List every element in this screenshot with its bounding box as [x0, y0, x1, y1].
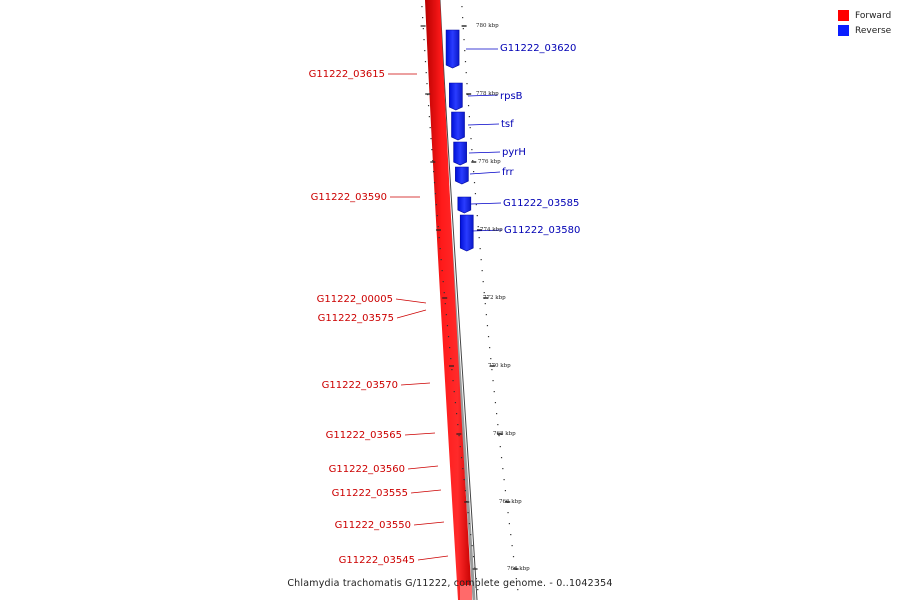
forward-gene-label[interactable]: G11222_03575 — [317, 313, 394, 324]
reverse-gene-label[interactable]: G11222_03585 — [503, 198, 580, 209]
reverse-gene-label[interactable]: G11222_03580 — [504, 225, 581, 236]
minor-tick-right — [485, 303, 486, 304]
forward-gene-label[interactable]: G11222_03555 — [331, 488, 408, 499]
minor-tick-right — [490, 358, 491, 359]
minor-tick-left — [443, 281, 444, 282]
forward-legend-label: Forward — [855, 10, 892, 21]
minor-tick-right — [464, 50, 465, 51]
reverse-gene-label[interactable]: pyrH — [502, 147, 526, 158]
minor-tick-right — [483, 281, 484, 282]
reverse-leader-line — [471, 203, 501, 204]
minor-tick-right — [500, 446, 501, 447]
forward-leader-line — [396, 299, 426, 303]
minor-tick-left — [465, 490, 466, 491]
minor-tick-left — [447, 325, 448, 326]
forward-leader-line — [418, 556, 448, 560]
scale-tick-label: 770 kbp — [488, 363, 511, 369]
legend-reverse[interactable] — [838, 23, 891, 38]
genome-caption: Chlamydia trachomatis G/11222, complete genome. - 0..1042354 — [287, 578, 613, 589]
legend-forward[interactable] — [838, 8, 891, 23]
reverse-gene-label[interactable]: tsf — [501, 119, 514, 130]
minor-tick-left — [429, 116, 430, 117]
minor-tick-left — [435, 193, 436, 194]
minor-tick-right — [469, 116, 470, 117]
minor-tick-left — [430, 138, 431, 139]
minor-tick-right — [480, 248, 481, 249]
minor-tick-right — [474, 182, 475, 183]
forward-strand-band — [425, 0, 472, 600]
forward-leader-line — [401, 383, 430, 385]
minor-tick-right — [470, 138, 471, 139]
minor-tick-right — [473, 171, 474, 172]
minor-tick-left — [440, 248, 441, 249]
reverse-gene-label[interactable]: G11222_03620 — [500, 43, 577, 54]
forward-gene-label[interactable]: G11222_03590 — [310, 192, 387, 203]
minor-tick-right — [462, 17, 463, 18]
forward-leader-line — [408, 466, 438, 469]
minor-tick-left — [455, 402, 456, 403]
minor-tick-left — [438, 226, 439, 227]
forward-gene-label[interactable]: G11222_03615 — [308, 69, 385, 80]
minor-tick-left — [439, 237, 440, 238]
minor-tick-right — [465, 61, 466, 62]
minor-tick-left — [462, 468, 463, 469]
minor-tick-left — [423, 28, 424, 29]
minor-tick-left — [451, 369, 452, 370]
scale-tick-label: 772 kbp — [483, 295, 506, 301]
minor-tick-right — [478, 226, 479, 227]
minor-tick-right — [489, 347, 490, 348]
minor-tick-right — [486, 314, 487, 315]
minor-tick-left — [452, 380, 453, 381]
minor-tick-left — [442, 270, 443, 271]
minor-tick-left — [477, 589, 478, 590]
minor-tick-left — [437, 215, 438, 216]
minor-tick-left — [474, 567, 475, 568]
minor-tick-left — [473, 556, 474, 557]
minor-tick-right — [510, 534, 511, 535]
forward-leader-line — [397, 310, 426, 318]
scale-tick-label: 778 kbp — [476, 91, 499, 97]
minor-tick-left — [433, 171, 434, 172]
minor-tick-right — [494, 391, 495, 392]
minor-tick-left — [422, 17, 423, 18]
reverse-gene-feature — [455, 167, 468, 184]
scale-tick-label: 776 kbp — [478, 159, 501, 165]
minor-tick-right — [471, 149, 472, 150]
minor-tick-right — [492, 380, 493, 381]
minor-tick-right — [487, 325, 488, 326]
minor-tick-right — [504, 479, 505, 480]
minor-tick-right — [517, 589, 518, 590]
minor-tick-right — [488, 336, 489, 337]
minor-tick-left — [448, 336, 449, 337]
minor-tick-right — [481, 259, 482, 260]
minor-tick-left — [426, 83, 427, 84]
minor-tick-left — [472, 545, 473, 546]
minor-tick-left — [445, 303, 446, 304]
minor-tick-right — [502, 468, 503, 469]
minor-tick-left — [423, 39, 424, 40]
forward-leader-line — [414, 522, 444, 525]
forward-leader-line — [405, 433, 435, 435]
reverse-gene-feature — [449, 83, 462, 110]
minor-tick-left — [428, 105, 429, 106]
reverse-leader-line — [470, 172, 500, 174]
minor-tick-right — [513, 556, 514, 557]
minor-tick-right — [496, 413, 497, 414]
reverse-legend-label: Reverse — [855, 25, 892, 36]
minor-tick-left — [469, 523, 470, 524]
legend — [838, 8, 891, 38]
forward-swatch — [838, 10, 849, 21]
scale-tick-label: 766 kbp — [499, 499, 522, 505]
minor-tick-right — [501, 457, 502, 458]
minor-tick-right — [484, 292, 485, 293]
reverse-gene-feature — [460, 215, 473, 251]
minor-tick-left — [454, 391, 455, 392]
minor-tick-right — [509, 523, 510, 524]
reverse-gene-feature — [454, 142, 467, 165]
minor-tick-left — [441, 259, 442, 260]
minor-tick-left — [470, 534, 471, 535]
minor-tick-right — [463, 39, 464, 40]
minor-tick-right — [512, 545, 513, 546]
minor-tick-right — [468, 105, 469, 106]
minor-tick-right — [497, 424, 498, 425]
minor-tick-right — [495, 402, 496, 403]
scale-tick-label: 768 kbp — [493, 431, 516, 437]
minor-tick-left — [431, 149, 432, 150]
forward-gene-label[interactable]: G11222_03570 — [321, 380, 398, 391]
reverse-leader-line — [469, 152, 500, 153]
minor-tick-left — [434, 182, 435, 183]
minor-tick-right — [477, 215, 478, 216]
reverse-gene-feature — [452, 112, 465, 140]
minor-tick-left — [421, 6, 422, 7]
minor-tick-right — [470, 127, 471, 128]
minor-tick-right — [482, 270, 483, 271]
forward-leader-line — [411, 490, 441, 493]
reverse-leader-line — [468, 124, 499, 125]
minor-tick-left — [457, 424, 458, 425]
reverse-gene-feature — [446, 30, 459, 68]
forward-gene-label[interactable]: G11222_03565 — [325, 430, 402, 441]
minor-tick-left — [446, 314, 447, 315]
reverse-swatch — [838, 25, 849, 36]
minor-tick-left — [425, 61, 426, 62]
minor-tick-left — [461, 457, 462, 458]
minor-tick-left — [444, 292, 445, 293]
minor-tick-left — [430, 127, 431, 128]
forward-gene-label[interactable]: G11222_03560 — [328, 464, 405, 475]
minor-tick-right — [507, 512, 508, 513]
minor-tick-left — [464, 479, 465, 480]
scale-tick-label: 774 kbp — [480, 227, 503, 233]
reverse-gene-feature — [458, 197, 471, 213]
reverse-gene-label[interactable]: frr — [502, 167, 514, 178]
minor-tick-right — [479, 237, 480, 238]
minor-tick-left — [449, 347, 450, 348]
minor-tick-right — [475, 193, 476, 194]
minor-tick-left — [424, 50, 425, 51]
minor-tick-left — [460, 446, 461, 447]
minor-tick-left — [436, 204, 437, 205]
minor-tick-right — [505, 490, 506, 491]
forward-gene-label[interactable]: G11222_03545 — [338, 555, 415, 566]
minor-tick-right — [461, 6, 462, 7]
minor-tick-left — [426, 72, 427, 73]
minor-tick-right — [491, 369, 492, 370]
minor-tick-left — [450, 358, 451, 359]
minor-tick-right — [466, 72, 467, 73]
minor-tick-left — [456, 413, 457, 414]
minor-tick-right — [463, 28, 464, 29]
minor-tick-left — [432, 160, 433, 161]
minor-tick-right — [466, 83, 467, 84]
forward-gene-label[interactable]: G11222_00005 — [316, 294, 393, 305]
forward-gene-label[interactable]: G11222_03550 — [334, 520, 411, 531]
reverse-gene-label[interactable]: rpsB — [500, 91, 523, 102]
scale-tick-label: 780 kbp — [476, 23, 499, 29]
scale-tick-label: 764 kbp — [507, 566, 530, 572]
minor-tick-right — [472, 160, 473, 161]
minor-tick-left — [467, 512, 468, 513]
minor-tick-left — [458, 435, 459, 436]
